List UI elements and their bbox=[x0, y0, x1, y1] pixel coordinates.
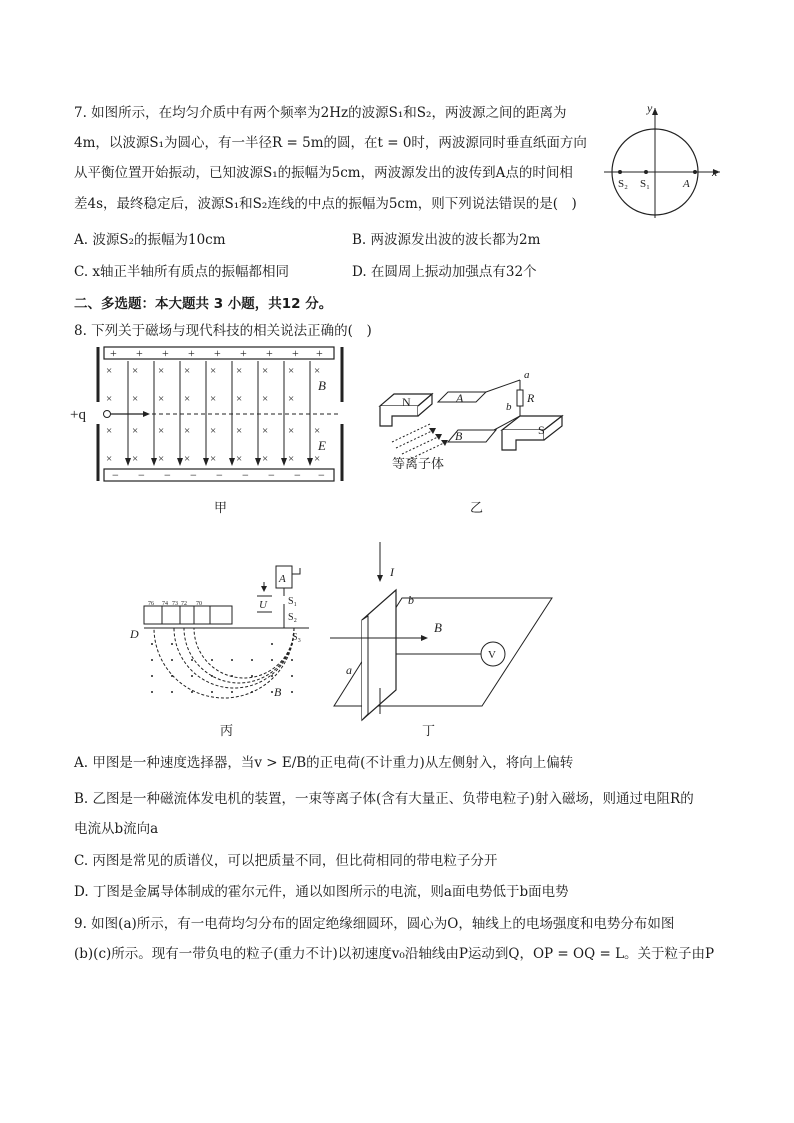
q7-option-a: A. 波源S₂的振幅为10cm bbox=[74, 232, 226, 248]
fig-jia-velocity-selector bbox=[70, 344, 350, 494]
svg-text:+: + bbox=[136, 346, 143, 360]
tick-73: 73 bbox=[172, 601, 178, 607]
magnet-s-label: S bbox=[538, 423, 545, 437]
svg-text:×: × bbox=[106, 393, 113, 405]
svg-text:×: × bbox=[262, 365, 269, 377]
svg-text:×: × bbox=[210, 393, 217, 405]
voltmeter-v-label: V bbox=[488, 649, 496, 661]
svg-text:+: + bbox=[110, 346, 117, 360]
jia-e-label: E bbox=[318, 438, 326, 453]
x-axis-label: x bbox=[712, 165, 718, 179]
svg-text:−: − bbox=[164, 468, 171, 482]
current-i-label: I bbox=[390, 565, 394, 579]
svg-text:−: − bbox=[242, 468, 249, 482]
y-axis-label: y bbox=[647, 101, 653, 115]
slit-s1-label: S₁ bbox=[288, 596, 298, 607]
s1-label: S₁ bbox=[640, 178, 650, 190]
svg-text:×: × bbox=[288, 453, 295, 465]
source-a-label: A bbox=[279, 573, 286, 585]
svg-text:×: × bbox=[158, 425, 165, 437]
field-b-label: B bbox=[434, 620, 442, 635]
svg-text:×: × bbox=[132, 393, 139, 405]
svg-text:×: × bbox=[288, 365, 295, 377]
plus-q-label: +q bbox=[70, 407, 86, 423]
svg-text:×: × bbox=[262, 393, 269, 405]
s2-label: S₂ bbox=[618, 178, 628, 190]
svg-text:×: × bbox=[158, 393, 165, 405]
svg-text:×: × bbox=[288, 393, 295, 405]
svg-text:+: + bbox=[162, 346, 169, 360]
q8-option-c: C. 丙图是常见的质谱仪，可以把质量不同，但比荷相同的带电粒子分开 bbox=[74, 853, 498, 869]
svg-text:+: + bbox=[316, 346, 323, 360]
svg-text:×: × bbox=[262, 425, 269, 437]
svg-text:−: − bbox=[138, 468, 145, 482]
ding-b-label: b bbox=[408, 593, 414, 607]
q7-option-d: D. 在圆周上振动加强点有32个 bbox=[352, 264, 537, 280]
svg-text:×: × bbox=[236, 425, 243, 437]
yi-b-terminal: b bbox=[506, 401, 512, 413]
q7-line3: 从平衡位置开始振动，已知波源S₁的振幅为5cm，两波源发出的波传到A点的时间相 bbox=[74, 165, 573, 181]
caption-ding: 丁 bbox=[422, 724, 436, 739]
fig-bing-mass-spectrometer bbox=[124, 560, 324, 710]
svg-text:×: × bbox=[184, 425, 191, 437]
caption-bing: 丙 bbox=[220, 724, 234, 739]
a-point-label: A bbox=[683, 178, 690, 190]
svg-text:×: × bbox=[236, 453, 243, 465]
svg-text:−: − bbox=[268, 468, 275, 482]
q8-option-a: A. 甲图是一种速度选择器，当v > E/B的正电荷(不计重力)从左侧射入，将向上偏转 bbox=[74, 755, 574, 771]
tick-74: 74 bbox=[162, 601, 168, 607]
svg-text:×: × bbox=[236, 393, 243, 405]
q7-line1: 7. 如图所示，在均匀介质中有两个频率为2Hz的波源S₁和S₂，两波源之间的距离为 bbox=[74, 105, 567, 121]
q8-stem: 8. 下列关于磁场与现代科技的相关说法正确的( ) bbox=[74, 323, 372, 339]
svg-text:×: × bbox=[236, 365, 243, 377]
bing-d-label: D bbox=[130, 627, 139, 641]
plate-a-label: A bbox=[456, 391, 464, 405]
slit-s3-label: S₃ bbox=[292, 632, 302, 643]
slit-s2-label: S₂ bbox=[288, 612, 298, 623]
plate-b-label: B bbox=[455, 429, 463, 443]
svg-text:×: × bbox=[158, 453, 165, 465]
plasma-label: 等离子体 bbox=[392, 456, 445, 471]
q7-option-b: B. 两波源发出波的波长都为2m bbox=[352, 232, 541, 248]
fig-yi-mhd-generator bbox=[372, 364, 582, 474]
q8-option-b-line2: 电流从b流向a bbox=[74, 821, 159, 837]
yi-a-terminal: a bbox=[524, 369, 530, 381]
svg-text:−: − bbox=[190, 468, 197, 482]
svg-text:×: × bbox=[288, 425, 295, 437]
svg-text:×: × bbox=[158, 365, 165, 377]
q7-circle-figure bbox=[600, 100, 730, 220]
caption-jia: 甲 bbox=[214, 501, 228, 516]
fig-ding-hall-element bbox=[326, 540, 566, 720]
svg-text:−: − bbox=[112, 468, 119, 482]
svg-text:+: + bbox=[292, 346, 299, 360]
svg-text:×: × bbox=[106, 425, 113, 437]
svg-text:×: × bbox=[132, 365, 139, 377]
q9-line2: (b)(c)所示。现有一带负电的粒子(重力不计)以初速度v₀沿轴线由P运动到Q，OP = OQ = L。关于粒子由P bbox=[74, 946, 715, 962]
svg-text:×: × bbox=[184, 453, 191, 465]
svg-text:×: × bbox=[314, 453, 321, 465]
svg-text:+: + bbox=[240, 346, 247, 360]
svg-text:+: + bbox=[266, 346, 273, 360]
svg-text:×: × bbox=[184, 365, 191, 377]
resistor-r-label: R bbox=[527, 391, 535, 405]
svg-text:×: × bbox=[210, 365, 217, 377]
svg-text:×: × bbox=[132, 425, 139, 437]
caption-yi: 乙 bbox=[470, 501, 484, 516]
bing-b-label: B bbox=[274, 685, 282, 699]
q7-option-c: C. x轴正半轴所有质点的振幅都相同 bbox=[74, 264, 290, 280]
tick-70: 70 bbox=[196, 601, 202, 607]
svg-text:×: × bbox=[106, 365, 113, 377]
magnet-n-label: N bbox=[402, 395, 411, 409]
voltage-u-label: U bbox=[259, 599, 267, 611]
tick-76: 76 bbox=[148, 601, 154, 607]
svg-text:×: × bbox=[210, 453, 217, 465]
tick-72: 72 bbox=[181, 601, 187, 607]
svg-text:×: × bbox=[210, 425, 217, 437]
jia-b-label: B bbox=[318, 378, 326, 393]
svg-text:×: × bbox=[184, 393, 191, 405]
q7-line4: 差4s，最终稳定后，波源S₁和S₂连线的中点的振幅为5cm，则下列说法错误的是( ) bbox=[74, 196, 577, 212]
q9-line1: 9. 如图(a)所示，有一电荷均匀分布的固定绝缘细圆环，圆心为O，轴线上的电场强度和电势分布如图 bbox=[74, 916, 675, 932]
svg-text:+: + bbox=[188, 346, 195, 360]
q7-line2: 4m，以波源S₁为圆心，有一半径R = 5m的圆，在t = 0时，两波源同时垂直纸面方向 bbox=[74, 135, 587, 151]
svg-text:−: − bbox=[294, 468, 301, 482]
q8-option-d: D. 丁图是金属导体制成的霍尔元件，通以如图所示的电流，则a面电势低于b面电势 bbox=[74, 884, 569, 900]
svg-text:×: × bbox=[262, 453, 269, 465]
svg-text:×: × bbox=[132, 453, 139, 465]
svg-text:×: × bbox=[314, 365, 321, 377]
svg-text:×: × bbox=[314, 425, 321, 437]
svg-text:−: − bbox=[318, 468, 325, 482]
q8-option-b-line1: B. 乙图是一种磁流体发电机的装置，一束等离子体(含有大量正、负带电粒子)射入磁场，则通过电阻R的 bbox=[74, 791, 694, 807]
svg-text:+: + bbox=[214, 346, 221, 360]
section-heading: 二、多选题：本大题共 3 小题，共12 分。 bbox=[74, 296, 333, 312]
svg-text:×: × bbox=[106, 453, 113, 465]
ding-a-label: a bbox=[346, 663, 352, 677]
svg-text:−: − bbox=[216, 468, 223, 482]
